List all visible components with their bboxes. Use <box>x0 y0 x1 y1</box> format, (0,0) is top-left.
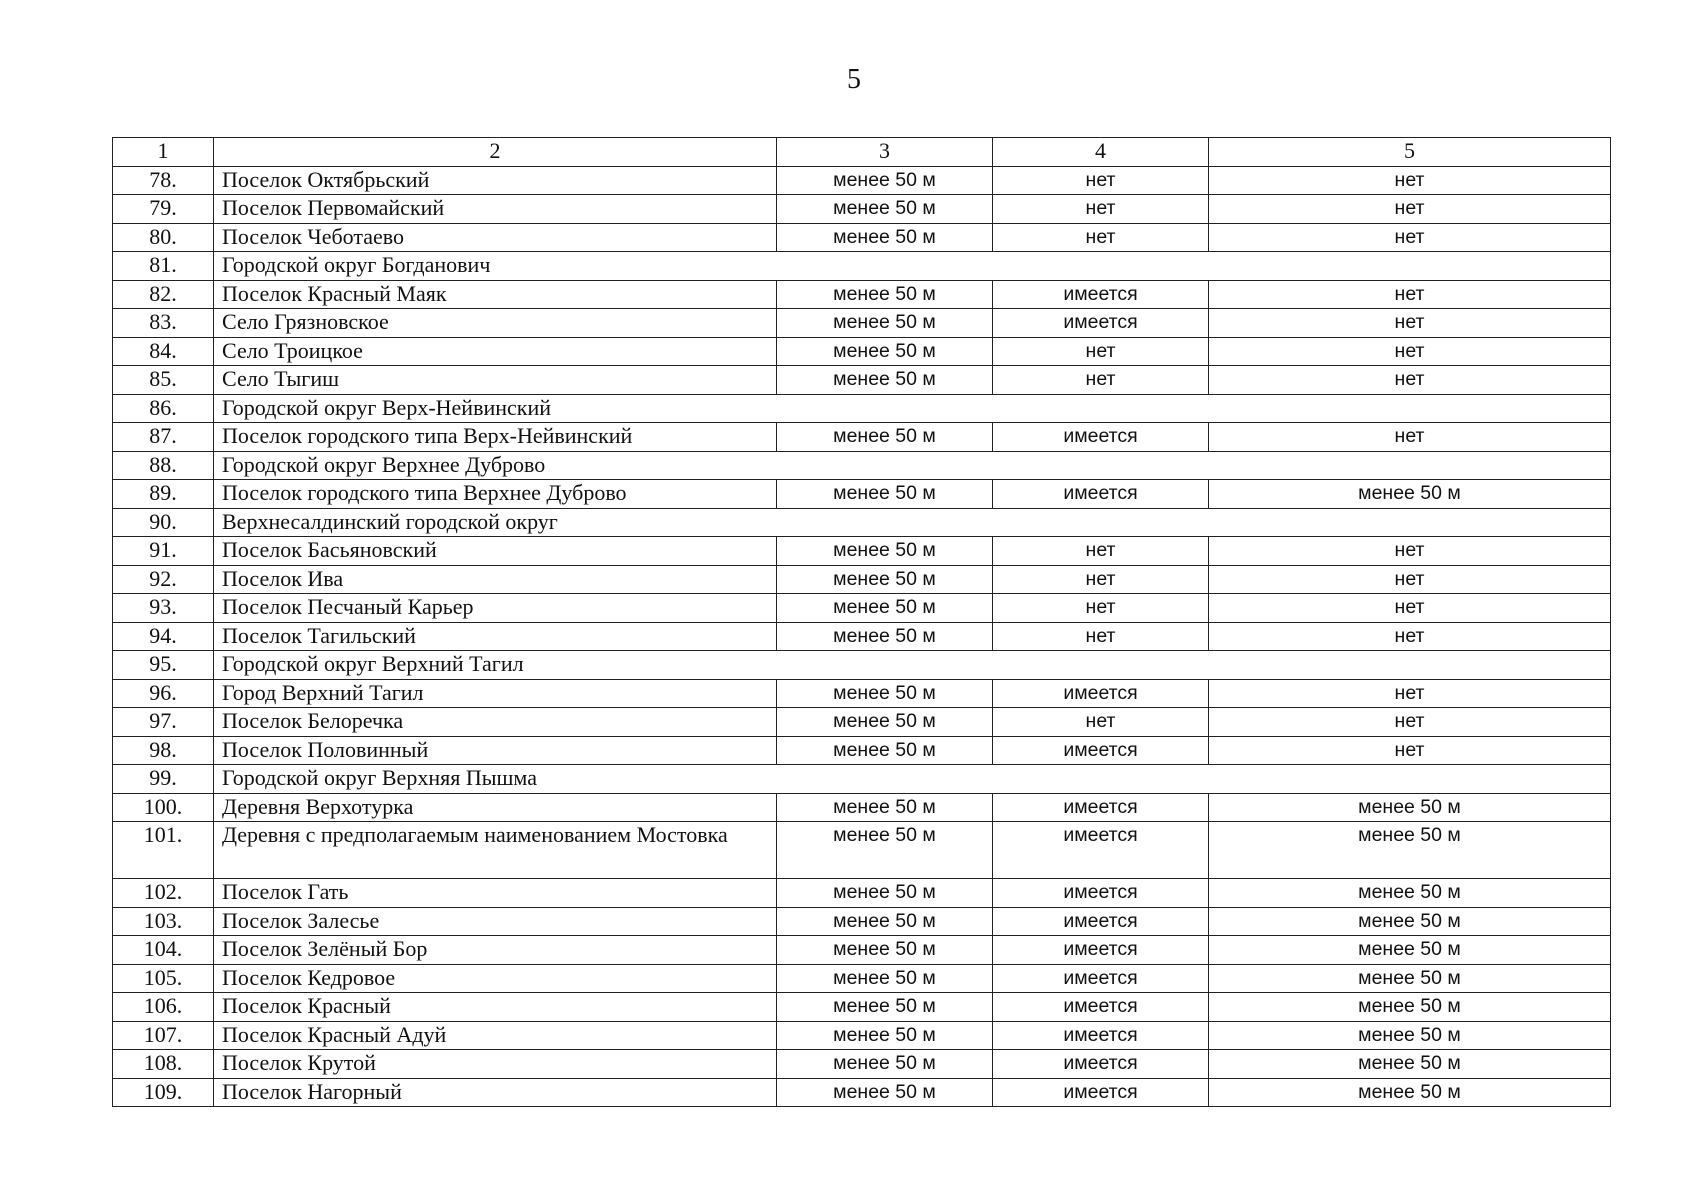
settlement-name-cell: Поселок Басьяновский <box>214 537 777 566</box>
column-4-cell: имеется <box>993 879 1209 908</box>
settlement-name-cell: Поселок городского типа Верх-Нейвинский <box>214 423 777 452</box>
column-header-3: 3 <box>777 138 993 167</box>
column-3-cell: менее 50 м <box>777 280 993 309</box>
settlement-name-cell: Город Верхний Тагил <box>214 679 777 708</box>
column-3-cell: менее 50 м <box>777 537 993 566</box>
column-4-cell: нет <box>993 622 1209 651</box>
column-3-cell: менее 50 м <box>777 166 993 195</box>
row-number-cell: 103. <box>113 907 214 936</box>
column-3-cell: менее 50 м <box>777 337 993 366</box>
row-number-cell: 92. <box>113 565 214 594</box>
column-3-cell: менее 50 м <box>777 822 993 879</box>
column-5-cell: менее 50 м <box>1209 1050 1611 1079</box>
table-group-row <box>113 765 1611 794</box>
column-4-cell: имеется <box>993 1078 1209 1107</box>
row-number-cell: 91. <box>113 537 214 566</box>
column-3-cell: менее 50 м <box>777 879 993 908</box>
row-number-cell: 78. <box>113 166 214 195</box>
row-number-cell: 83. <box>113 309 214 338</box>
column-3-cell: менее 50 м <box>777 736 993 765</box>
table-group-row <box>113 394 1611 423</box>
settlement-name-cell: Поселок Песчаный Карьер <box>214 594 777 623</box>
column-3-cell: менее 50 м <box>777 195 993 224</box>
row-number-cell: 88. <box>113 451 214 480</box>
table-row <box>113 337 1611 366</box>
row-number-cell: 98. <box>113 736 214 765</box>
settlement-name-cell: Поселок Кедровое <box>214 964 777 993</box>
table-body <box>113 138 1611 1107</box>
column-4-cell: имеется <box>993 480 1209 509</box>
row-number-cell: 99. <box>113 765 214 794</box>
column-4-cell: нет <box>993 594 1209 623</box>
column-5-cell: нет <box>1209 679 1611 708</box>
column-3-cell: менее 50 м <box>777 936 993 965</box>
table-row <box>113 793 1611 822</box>
row-number-cell: 107. <box>113 1021 214 1050</box>
table-header-row <box>113 138 1611 167</box>
table-row <box>113 907 1611 936</box>
column-4-cell: нет <box>993 565 1209 594</box>
settlement-name-cell: Поселок Белоречка <box>214 708 777 737</box>
row-number-cell: 81. <box>113 252 214 281</box>
column-4-cell: нет <box>993 708 1209 737</box>
column-3-cell: менее 50 м <box>777 679 993 708</box>
settlement-name-cell: Поселок Ива <box>214 565 777 594</box>
row-number-cell: 86. <box>113 394 214 423</box>
column-3-cell: менее 50 м <box>777 309 993 338</box>
settlement-name-cell: Поселок Крутой <box>214 1050 777 1079</box>
column-4-cell: имеется <box>993 822 1209 879</box>
settlement-name-cell: Поселок Красный <box>214 993 777 1022</box>
row-number-cell: 93. <box>113 594 214 623</box>
table-row <box>113 1078 1611 1107</box>
table-row <box>113 309 1611 338</box>
table-row <box>113 594 1611 623</box>
column-5-cell: менее 50 м <box>1209 1021 1611 1050</box>
column-5-cell: нет <box>1209 736 1611 765</box>
table-group-row <box>113 252 1611 281</box>
column-header-1: 1 <box>113 138 214 167</box>
settlement-name-cell: Поселок Нагорный <box>214 1078 777 1107</box>
settlement-name-cell: Поселок Зелёный Бор <box>214 936 777 965</box>
table-row <box>113 879 1611 908</box>
column-4-cell: нет <box>993 366 1209 395</box>
column-3-cell: менее 50 м <box>777 708 993 737</box>
table-row <box>113 280 1611 309</box>
settlement-name-cell: Поселок Красный Адуй <box>214 1021 777 1050</box>
row-number-cell: 89. <box>113 480 214 509</box>
settlements-table <box>112 137 1611 1107</box>
column-5-cell: нет <box>1209 423 1611 452</box>
settlement-name-cell: Поселок городского типа Верхнее Дуброво <box>214 480 777 509</box>
column-5-cell: нет <box>1209 594 1611 623</box>
column-4-cell: имеется <box>993 1050 1209 1079</box>
column-4-cell: нет <box>993 223 1209 252</box>
column-4-cell: имеется <box>993 793 1209 822</box>
column-3-cell: менее 50 м <box>777 964 993 993</box>
column-header-2: 2 <box>214 138 777 167</box>
row-number-cell: 108. <box>113 1050 214 1079</box>
row-number-cell: 105. <box>113 964 214 993</box>
table-row <box>113 622 1611 651</box>
table-row <box>113 366 1611 395</box>
row-number-cell: 80. <box>113 223 214 252</box>
table-row <box>113 708 1611 737</box>
settlement-name-cell: Поселок Залесье <box>214 907 777 936</box>
column-3-cell: менее 50 м <box>777 1050 993 1079</box>
column-5-cell: менее 50 м <box>1209 907 1611 936</box>
column-5-cell: нет <box>1209 565 1611 594</box>
column-3-cell: менее 50 м <box>777 793 993 822</box>
column-5-cell: нет <box>1209 309 1611 338</box>
column-3-cell: менее 50 м <box>777 1021 993 1050</box>
row-number-cell: 95. <box>113 651 214 680</box>
column-5-cell: менее 50 м <box>1209 1078 1611 1107</box>
settlement-name-cell: Поселок Чеботаево <box>214 223 777 252</box>
settlement-name-cell: Поселок Половинный <box>214 736 777 765</box>
table-row <box>113 736 1611 765</box>
group-name-cell: Городской округ Верхний Тагил <box>214 651 1611 680</box>
table-row <box>113 1050 1611 1079</box>
column-4-cell: нет <box>993 195 1209 224</box>
table-row <box>113 223 1611 252</box>
row-number-cell: 84. <box>113 337 214 366</box>
group-name-cell: Городской округ Верхнее Дуброво <box>214 451 1611 480</box>
column-3-cell: менее 50 м <box>777 366 993 395</box>
settlement-name-cell: Деревня с предполагаемым наименованием Мостовка <box>214 822 777 879</box>
column-5-cell: нет <box>1209 366 1611 395</box>
column-3-cell: менее 50 м <box>777 907 993 936</box>
row-number-cell: 100. <box>113 793 214 822</box>
row-number-cell: 87. <box>113 423 214 452</box>
row-number-cell: 85. <box>113 366 214 395</box>
row-number-cell: 101. <box>113 822 214 879</box>
column-5-cell: нет <box>1209 337 1611 366</box>
group-name-cell: Городской округ Верхняя Пышма <box>214 765 1611 794</box>
column-3-cell: менее 50 м <box>777 1078 993 1107</box>
settlement-name-cell: Поселок Октябрьский <box>214 166 777 195</box>
column-4-cell: имеется <box>993 423 1209 452</box>
column-5-cell: нет <box>1209 622 1611 651</box>
table-row <box>113 964 1611 993</box>
page-number: 5 <box>847 64 861 95</box>
table-row <box>113 480 1611 509</box>
group-name-cell: Верхнесалдинский городской округ <box>214 508 1611 537</box>
column-4-cell: имеется <box>993 679 1209 708</box>
column-4-cell: имеется <box>993 907 1209 936</box>
column-3-cell: менее 50 м <box>777 565 993 594</box>
column-4-cell: имеется <box>993 964 1209 993</box>
column-4-cell: имеется <box>993 736 1209 765</box>
column-4-cell: нет <box>993 337 1209 366</box>
column-4-cell: имеется <box>993 936 1209 965</box>
row-number-cell: 109. <box>113 1078 214 1107</box>
column-header-5: 5 <box>1209 138 1611 167</box>
row-number-cell: 104. <box>113 936 214 965</box>
column-5-cell: менее 50 м <box>1209 964 1611 993</box>
column-4-cell: имеется <box>993 1021 1209 1050</box>
column-4-cell: имеется <box>993 309 1209 338</box>
row-number-cell: 102. <box>113 879 214 908</box>
column-3-cell: менее 50 м <box>777 423 993 452</box>
settlement-name-cell: Село Троицкое <box>214 337 777 366</box>
table-row <box>113 822 1611 879</box>
table-row <box>113 679 1611 708</box>
column-5-cell: менее 50 м <box>1209 879 1611 908</box>
table-row <box>113 537 1611 566</box>
column-3-cell: менее 50 м <box>777 223 993 252</box>
column-5-cell: менее 50 м <box>1209 936 1611 965</box>
row-number-cell: 96. <box>113 679 214 708</box>
table-row <box>113 195 1611 224</box>
column-5-cell: менее 50 м <box>1209 822 1611 879</box>
column-5-cell: менее 50 м <box>1209 793 1611 822</box>
column-5-cell: нет <box>1209 537 1611 566</box>
table-group-row <box>113 451 1611 480</box>
column-5-cell: менее 50 м <box>1209 480 1611 509</box>
column-3-cell: менее 50 м <box>777 480 993 509</box>
settlement-name-cell: Поселок Красный Маяк <box>214 280 777 309</box>
group-name-cell: Городской округ Богданович <box>214 252 1611 281</box>
column-4-cell: имеется <box>993 993 1209 1022</box>
table-row <box>113 166 1611 195</box>
column-4-cell: нет <box>993 537 1209 566</box>
settlement-name-cell: Деревня Верхотурка <box>214 793 777 822</box>
group-name-cell: Городской округ Верх-Нейвинский <box>214 394 1611 423</box>
row-number-cell: 90. <box>113 508 214 537</box>
column-5-cell: нет <box>1209 223 1611 252</box>
table-row <box>113 423 1611 452</box>
settlement-name-cell: Село Грязновское <box>214 309 777 338</box>
column-5-cell: нет <box>1209 166 1611 195</box>
table-group-row <box>113 508 1611 537</box>
column-5-cell: нет <box>1209 195 1611 224</box>
column-3-cell: менее 50 м <box>777 622 993 651</box>
table-row <box>113 1021 1611 1050</box>
table-row <box>113 565 1611 594</box>
column-5-cell: менее 50 м <box>1209 993 1611 1022</box>
row-number-cell: 82. <box>113 280 214 309</box>
row-number-cell: 94. <box>113 622 214 651</box>
table-row <box>113 993 1611 1022</box>
row-number-cell: 97. <box>113 708 214 737</box>
column-5-cell: нет <box>1209 708 1611 737</box>
column-3-cell: менее 50 м <box>777 993 993 1022</box>
row-number-cell: 79. <box>113 195 214 224</box>
settlement-name-cell: Поселок Первомайский <box>214 195 777 224</box>
column-4-cell: имеется <box>993 280 1209 309</box>
table-row <box>113 936 1611 965</box>
settlement-name-cell: Село Тыгиш <box>214 366 777 395</box>
table-group-row <box>113 651 1611 680</box>
column-3-cell: менее 50 м <box>777 594 993 623</box>
column-header-4: 4 <box>993 138 1209 167</box>
column-4-cell: нет <box>993 166 1209 195</box>
settlement-name-cell: Поселок Тагильский <box>214 622 777 651</box>
settlement-name-cell: Поселок Гать <box>214 879 777 908</box>
row-number-cell: 106. <box>113 993 214 1022</box>
column-5-cell: нет <box>1209 280 1611 309</box>
